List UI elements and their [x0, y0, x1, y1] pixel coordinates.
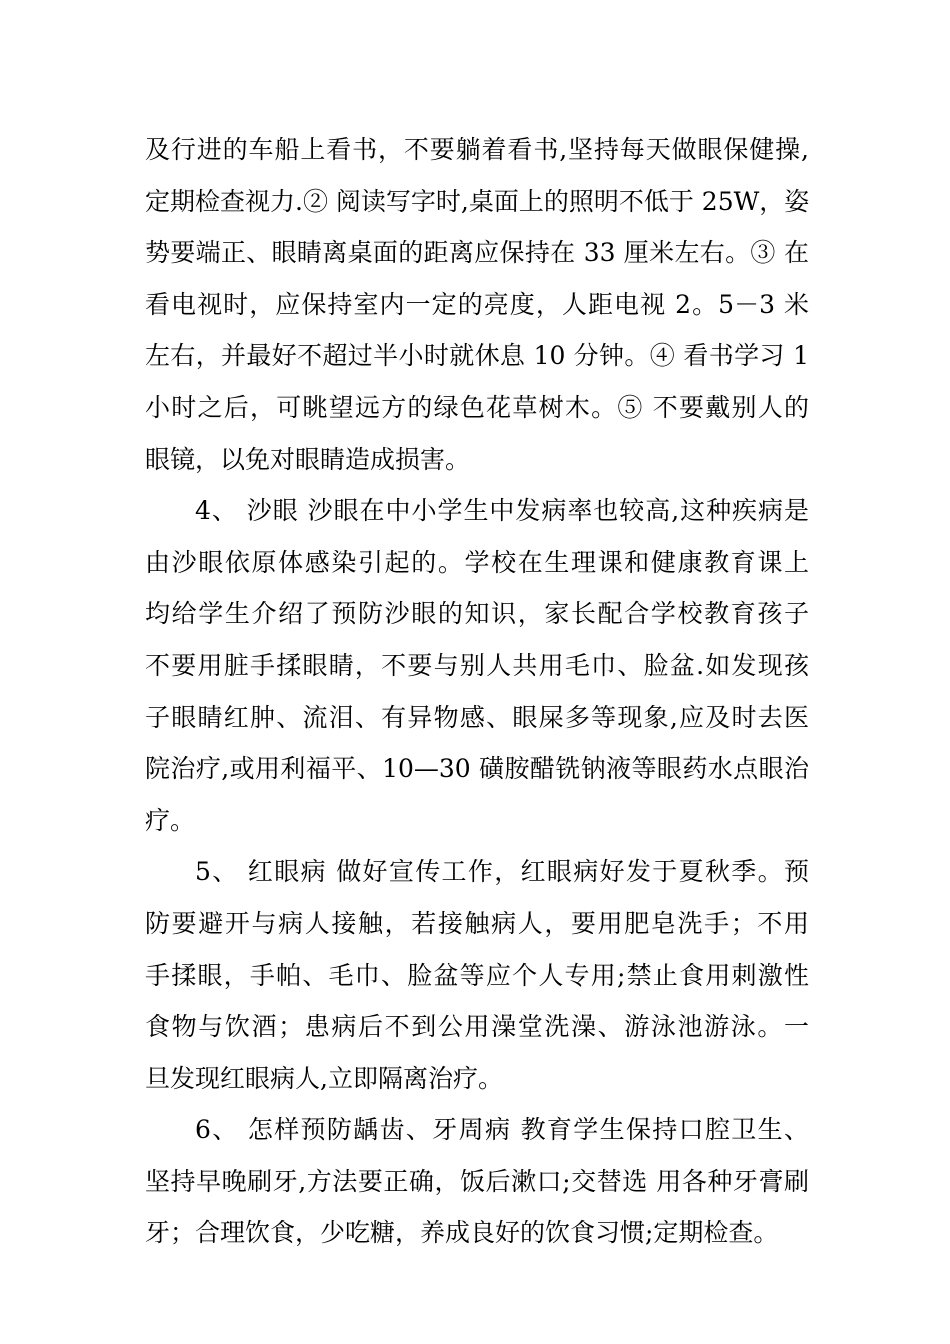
text-line: 由沙眼依原体感染引起的。学校在生理课和健康教育课上 — [145, 547, 809, 577]
text-line: 小时之后，可眺望远方的绿色花草树木。⑤ 不要戴别人的 — [145, 392, 809, 422]
text-line: 食物与饮酒；患病后不到公用澡堂洗澡、游泳池游泳。一 — [145, 1012, 809, 1042]
text-line: 看电视时，应保持室内一定的亮度，人距电视 2。5－3 米 — [145, 289, 809, 319]
text-line: 牙；合理饮食，少吃糖，养成良好的饮食习惯;定期检查。 — [145, 1218, 779, 1248]
text-line: 6、 怎样预防龋齿、牙周病 教育学生保持口腔卫生、 — [195, 1115, 809, 1145]
paragraph-trachoma — [145, 485, 809, 846]
text-line: 5、 红眼病 做好宣传工作，红眼病好发于夏秋季。预 — [195, 857, 809, 887]
text-line: 眼镜，以免对眼睛造成损害。 — [145, 444, 471, 474]
text-line: 不要用脏手揉眼睛，不要与别人共用毛巾、脸盆.如发现孩 — [145, 650, 809, 680]
text-line: 疗。 — [145, 805, 196, 835]
text-line: 手揉眼，手帕、毛巾、脸盆等应个人专用;禁止食用刺激性 — [145, 960, 809, 990]
paragraph-eye-care-tips — [145, 124, 809, 485]
text-line: 坚持早晚刷牙,方法要正确，饭后漱口;交替选 用各种牙膏刷 — [145, 1166, 809, 1196]
text-line: 4、 沙眼 沙眼在中小学生中发病率也较高,这种疾病是 — [195, 496, 809, 526]
text-line: 旦发现红眼病人,立即隔离治疗。 — [145, 1063, 503, 1093]
text-line: 及行进的车船上看书，不要躺着看书,坚持每天做眼保健操, — [145, 135, 809, 164]
text-line: 定期检查视力.② 阅读写字时,桌面上的照明不低于 25W，姿 — [145, 186, 810, 216]
text-line: 左右，并最好不超过半小时就休息 10 分钟。④ 看书学习 1 — [145, 341, 809, 371]
text-line: 防要避开与病人接触，若接触病人，要用肥皂洗手；不用 — [145, 908, 809, 938]
text-line: 院治疗,或用利福平、10—30 磺胺醋铣钠液等眼药水点眼治 — [145, 754, 809, 784]
text-line: 均给学生介绍了预防沙眼的知识，家长配合学校教育孩子 — [145, 599, 809, 629]
document-body — [145, 124, 809, 1259]
text-line: 势要端正、眼睛离桌面的距离应保持在 33 厘米左右。③ 在 — [145, 238, 809, 268]
paragraph-pink-eye — [145, 846, 809, 1104]
text-line: 子眼睛红肿、流泪、有异物感、眼屎多等现象,应及时去医 — [145, 702, 809, 732]
paragraph-dental-care — [145, 1104, 809, 1259]
